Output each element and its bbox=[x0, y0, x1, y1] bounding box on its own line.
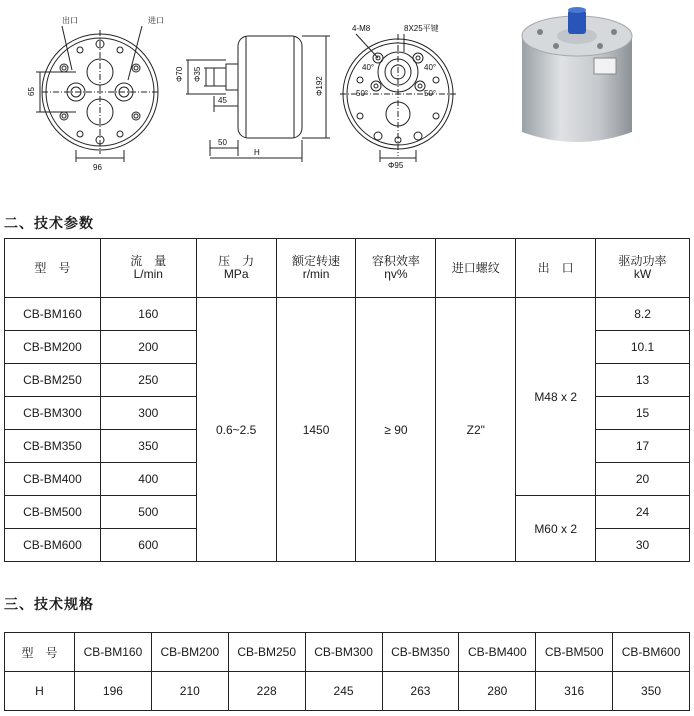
spec-h-cell: 280 bbox=[459, 672, 536, 711]
col-header-efficiency: 容积效率 ηv% bbox=[356, 239, 436, 298]
spec-row-label-model: 型 号 bbox=[5, 633, 75, 672]
spec-model-cell: CB-BM200 bbox=[151, 633, 228, 672]
cell-pressure: 0.6~2.5 bbox=[196, 298, 276, 562]
dim-key: 8X25平键 bbox=[404, 24, 439, 33]
dim-96: 96 bbox=[93, 163, 102, 172]
rear-view-drawing bbox=[340, 34, 456, 162]
spec-h-cell: 263 bbox=[382, 672, 459, 711]
col-header-flow: 流 量 L/min bbox=[100, 239, 196, 298]
cell-flow: 400 bbox=[100, 463, 196, 496]
cell-efficiency: ≥ 90 bbox=[356, 298, 436, 562]
spec-h-cell: 316 bbox=[536, 672, 613, 711]
col-header-inlet: 进口螺纹 bbox=[436, 239, 516, 298]
spec-h-cell: 196 bbox=[75, 672, 152, 711]
dim-phi192: Φ192 bbox=[315, 76, 324, 96]
cell-flow: 350 bbox=[100, 430, 196, 463]
product-photo bbox=[516, 2, 638, 152]
cell-power: 8.2 bbox=[596, 298, 690, 331]
cell-flow: 300 bbox=[100, 397, 196, 430]
cell-power: 24 bbox=[596, 496, 690, 529]
dim-phi35: Φ35 bbox=[193, 66, 202, 82]
spec-h-cell: 245 bbox=[305, 672, 382, 711]
dim-50: 50 bbox=[218, 138, 227, 147]
spec-table bbox=[4, 632, 690, 711]
col-header-outlet: 出 口 bbox=[516, 239, 596, 298]
cell-model: CB-BM600 bbox=[5, 529, 101, 562]
cell-power: 13 bbox=[596, 364, 690, 397]
dim-h: H bbox=[254, 148, 260, 157]
cell-inlet-thread: Z2" bbox=[436, 298, 516, 562]
cell-power: 15 bbox=[596, 397, 690, 430]
cell-power: 20 bbox=[596, 463, 690, 496]
col-header-pressure: 压 力 MPa bbox=[196, 239, 276, 298]
dim-phi95: Φ95 bbox=[388, 161, 404, 170]
spec-model-cell: CB-BM250 bbox=[228, 633, 305, 672]
spec-model-cell: CB-BM350 bbox=[382, 633, 459, 672]
dim-65: 65 bbox=[27, 87, 36, 96]
spec-row-label-h: H bbox=[5, 672, 75, 711]
dim-40-left: 40° bbox=[362, 63, 375, 72]
side-view-drawing bbox=[186, 36, 330, 162]
section-title-specs: 三、技术规格 bbox=[4, 597, 94, 613]
cell-power: 17 bbox=[596, 430, 690, 463]
table-row bbox=[5, 298, 690, 331]
cell-model: CB-BM400 bbox=[5, 463, 101, 496]
spec-model-cell: CB-BM400 bbox=[459, 633, 536, 672]
front-view-drawing bbox=[36, 26, 158, 162]
col-header-speed: 额定转速 r/min bbox=[276, 239, 356, 298]
spec-model-cell: CB-BM600 bbox=[613, 633, 690, 672]
cell-flow: 160 bbox=[100, 298, 196, 331]
spec-h-row bbox=[5, 672, 690, 711]
spec-h-cell: 350 bbox=[613, 672, 690, 711]
dim-50-right: 50° bbox=[424, 89, 437, 98]
cell-model: CB-BM350 bbox=[5, 430, 101, 463]
col-header-power: 驱动功率 kW bbox=[596, 239, 690, 298]
spec-h-cell: 228 bbox=[228, 672, 305, 711]
cell-model: CB-BM300 bbox=[5, 397, 101, 430]
spec-h-cell: 210 bbox=[151, 672, 228, 711]
col-header-model: 型 号 bbox=[5, 239, 101, 298]
cell-outlet-a: M48 x 2 bbox=[516, 298, 596, 496]
spec-model-cell: CB-BM160 bbox=[75, 633, 152, 672]
cell-model: CB-BM160 bbox=[5, 298, 101, 331]
dim-phi70: Φ70 bbox=[175, 66, 184, 82]
params-header-row bbox=[5, 239, 690, 298]
cell-flow: 250 bbox=[100, 364, 196, 397]
cell-flow: 500 bbox=[100, 496, 196, 529]
cell-flow: 200 bbox=[100, 331, 196, 364]
spec-model-cell: CB-BM300 bbox=[305, 633, 382, 672]
params-table bbox=[4, 238, 690, 562]
outlet-label: 出口 bbox=[62, 16, 78, 25]
dim-40-right: 40° bbox=[424, 63, 437, 72]
cell-power: 30 bbox=[596, 529, 690, 562]
spec-model-cell: CB-BM500 bbox=[536, 633, 613, 672]
cell-model: CB-BM200 bbox=[5, 331, 101, 364]
dim-4m8: 4-M8 bbox=[352, 24, 371, 33]
dim-45: 45 bbox=[218, 96, 227, 105]
dim-50-left: 50° bbox=[356, 89, 369, 98]
cell-model: CB-BM250 bbox=[5, 364, 101, 397]
cell-flow: 600 bbox=[100, 529, 196, 562]
cell-model: CB-BM500 bbox=[5, 496, 101, 529]
inlet-label: 进口 bbox=[148, 16, 164, 25]
cell-speed: 1450 bbox=[276, 298, 356, 562]
cell-power: 10.1 bbox=[596, 331, 690, 364]
spec-model-row bbox=[5, 633, 690, 672]
section-title-params: 二、技术参数 bbox=[4, 216, 94, 232]
cell-outlet-b: M60 x 2 bbox=[516, 496, 596, 562]
